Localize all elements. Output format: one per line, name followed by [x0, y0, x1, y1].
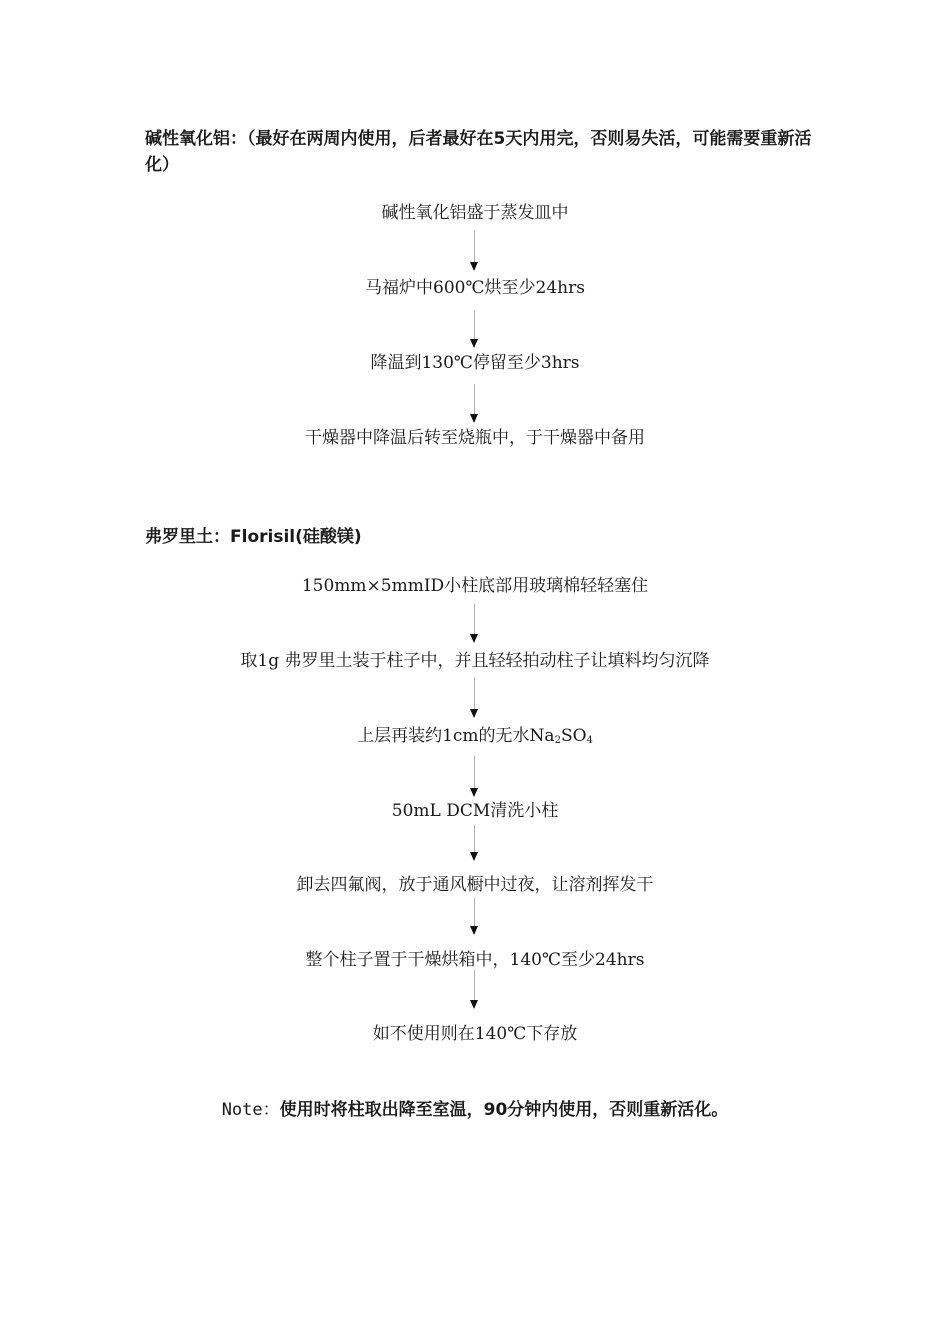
flow-arrow [474, 756, 475, 796]
flow-arrow [474, 970, 475, 1008]
section2-step-4: 50mL DCM清洗小柱 [391, 801, 559, 821]
note-text: 使用时将柱取出降至室温，90分钟内使用，否则重新活化。 [279, 1100, 729, 1120]
flow-arrow [474, 310, 475, 347]
section2-step-7: 如不使用则在140℃下存放 [372, 1024, 578, 1044]
section1-heading: 碱性氧化铝：（最好在两周内使用，后者最好在5天内用完，否则易失活，可能需要重新活化） [145, 129, 812, 175]
flow-arrow [474, 677, 475, 717]
subscript-4: 4 [586, 735, 593, 746]
section2-step-2: 取1g 弗罗里土装于柱子中，并且轻轻拍动柱子让填料均匀沉降 [240, 651, 710, 671]
section2-step-5: 卸去四氟阀，放于通风橱中过夜，让溶剂挥发干 [296, 875, 654, 895]
section2-step-3 [0, 725, 950, 752]
section1-step-1: 碱性氧化铝盛于蒸发皿中 [381, 203, 569, 223]
subscript-2: 2 [554, 735, 561, 746]
flow-arrow [474, 384, 475, 422]
note-label: Note： [221, 1100, 280, 1120]
section1-step-4: 干燥器中降温后转至烧瓶中，于干燥器中备用 [305, 428, 645, 448]
section2-step-6: 整个柱子置于干燥烘箱中，140℃至少24hrs [305, 950, 645, 970]
flow-arrow [474, 825, 475, 860]
section2-step-3-formula: SO [560, 726, 587, 746]
flow-arrow [474, 230, 475, 270]
note [0, 1099, 950, 1121]
flow-arrow [474, 898, 475, 934]
section2-step-3-text: 上层再装约1cm的无水Na [357, 726, 555, 746]
section1-step-3: 降温到130℃停留至少3hrs [370, 353, 580, 373]
section1-step-2: 马福炉中600℃烘至少24hrs [365, 278, 585, 298]
section2-heading: 弗罗里土：Florisil(硅酸镁) [145, 527, 362, 547]
flow-arrow [474, 604, 475, 642]
section2-step-1: 150mm×5mmID小柱底部用玻璃棉轻轻塞住 [301, 576, 649, 596]
